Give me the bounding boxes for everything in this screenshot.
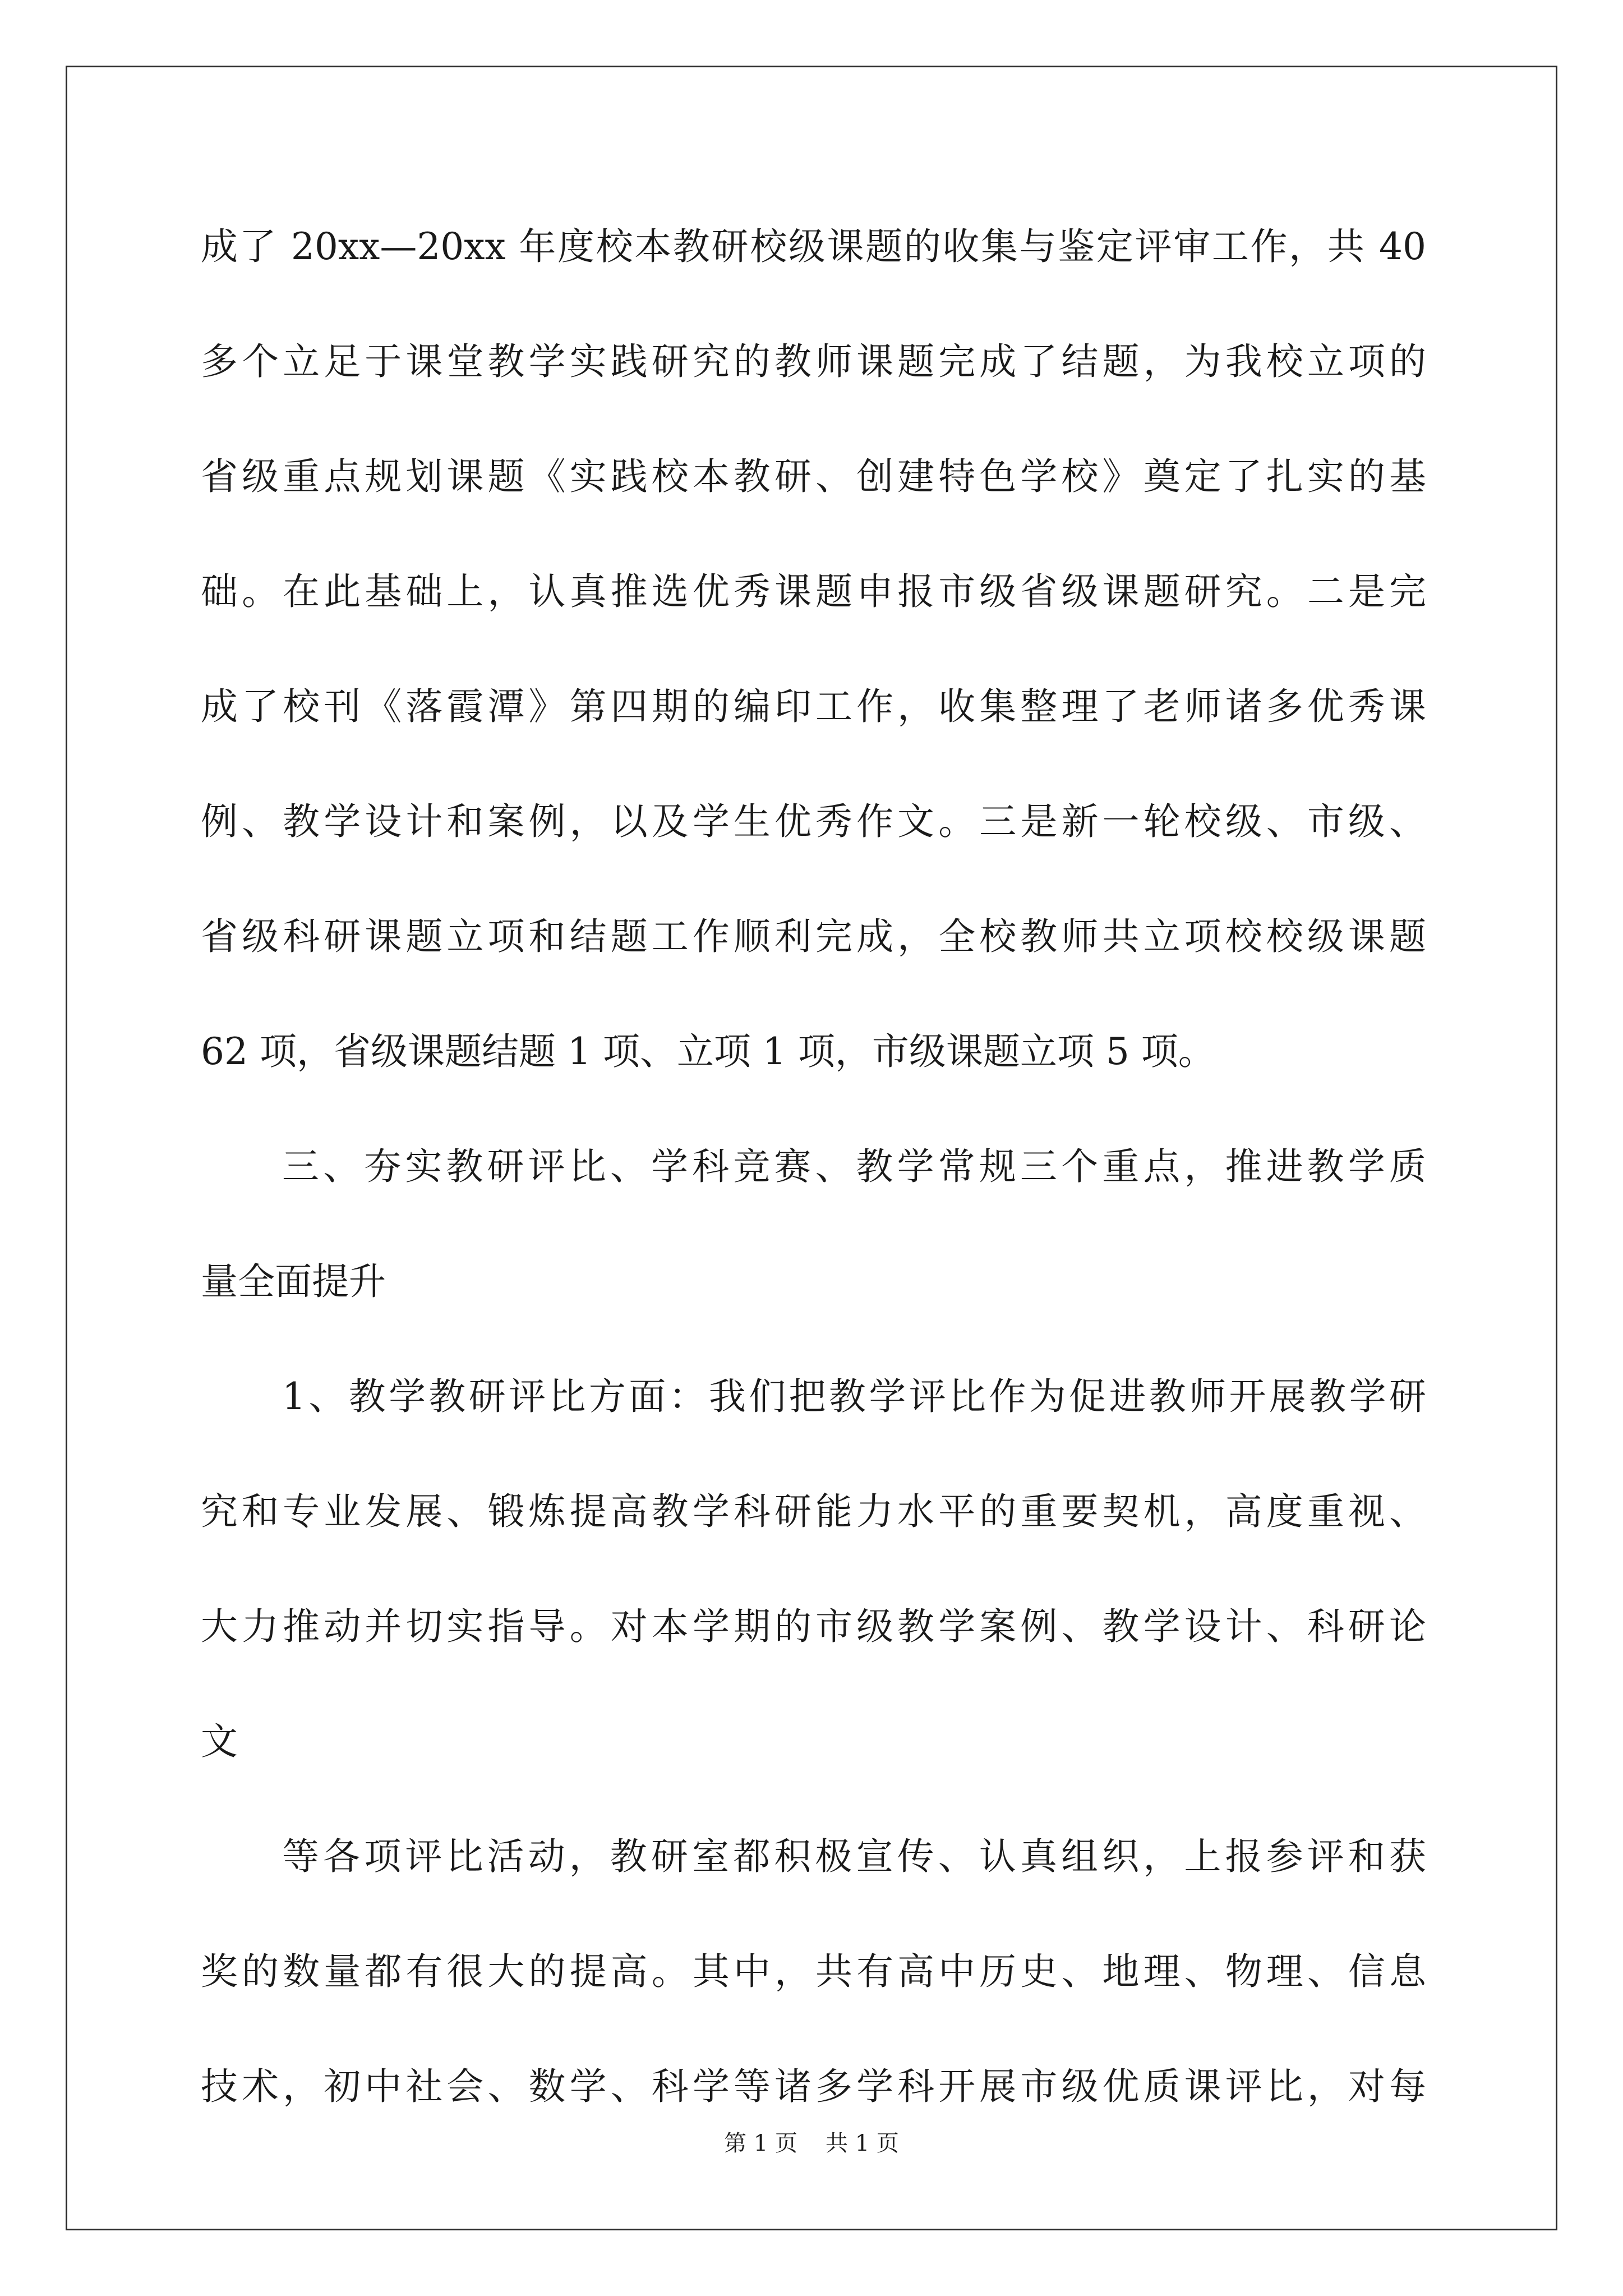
text-line: 多个立足于课堂教学实践研究的教师课题完成了结题，为我校立项的: [201, 340, 1426, 383]
text-line: 例、教学设计和案例，以及学生优秀作文。三是新一轮校级、市级、: [201, 800, 1426, 843]
text-line: 成了校刊《落霞潭》第四期的编印工作，收集整理了老师诸多优秀课: [201, 685, 1426, 728]
page-total: 共 1 页: [826, 2131, 899, 2156]
section-heading-line: 量全面提升: [201, 1260, 386, 1303]
text-line: 省级重点规划课题《实践校本教研、创建特色学校》奠定了扎实的基: [201, 455, 1426, 498]
text-line: 成了 20xx—20xx 年度校本教研校级课题的收集与鉴定评审工作，共 40: [201, 225, 1426, 268]
page-footer: [0, 2129, 1623, 2157]
text-line: 62 项，省级课题结题 1 项、立项 1 项，市级课题立项 5 项。: [201, 1030, 1215, 1073]
text-line: 省级科研课题立项和结题工作顺利完成，全校教师共立项校校级课题: [201, 915, 1426, 958]
page-number: 第 1 页: [724, 2131, 797, 2156]
text-line: 文: [201, 1720, 238, 1763]
section-heading-line: 三、夯实教研评比、学科竞赛、教学常规三个重点，推进教学质: [282, 1145, 1426, 1188]
text-line: 技术，初中社会、数学、科学等诸多学科开展市级优质课评比，对每: [201, 2065, 1426, 2108]
text-line: 奖的数量都有很大的提高。其中，共有高中历史、地理、物理、信息: [201, 1950, 1426, 1993]
text-line: 1、教学教研评比方面：我们把教学评比作为促进教师开展教学研: [282, 1375, 1426, 1418]
text-line: 等各项评比活动，教研室都积极宣传、认真组织，上报参评和获: [282, 1835, 1426, 1878]
text-line: 大力推动并切实指导。对本学期的市级教学案例、教学设计、科研论: [201, 1605, 1426, 1648]
text-line: 究和专业发展、锻炼提高教学科研能力水平的重要契机，高度重视、: [201, 1490, 1426, 1533]
document-body: [201, 222, 1426, 2177]
text-line: 础。在此基础上，认真推选优秀课题申报市级省级课题研究。二是完: [201, 570, 1426, 613]
